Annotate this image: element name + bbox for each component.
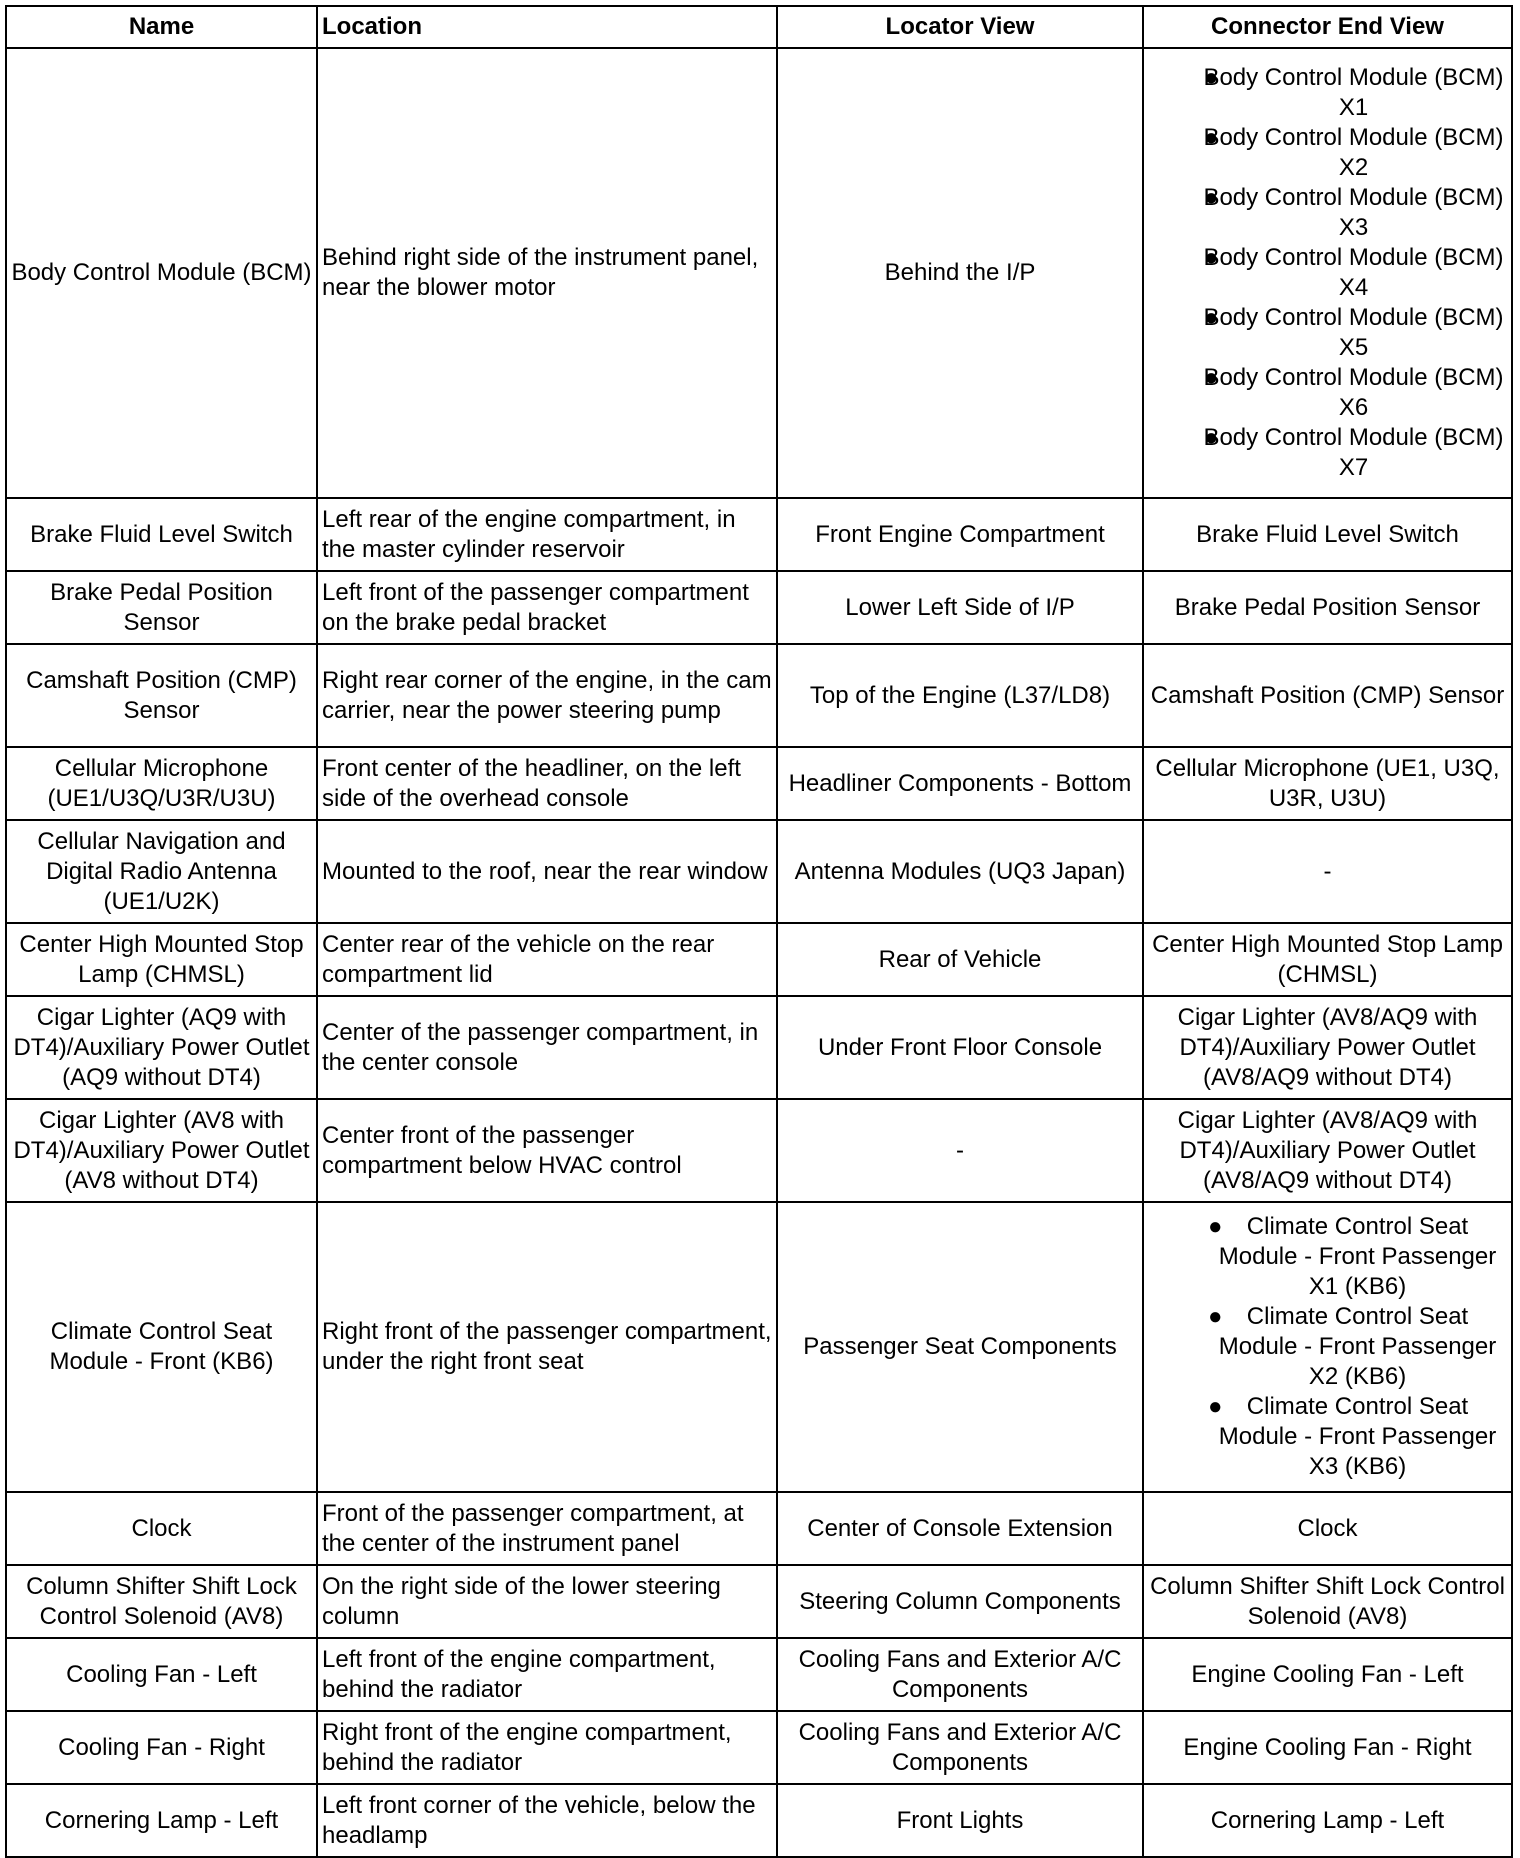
cell-name: Climate Control Seat Module - Front (KB6): [6, 1202, 317, 1492]
connector-list: [1148, 1212, 1507, 1482]
connector-item: ● Body Control Module (BCM) X7: [1148, 423, 1507, 483]
cell-name: Cigar Lighter (AQ9 with DT4)/Auxiliary Power Outlet (AQ9 without DT4): [6, 996, 317, 1099]
cell-connector-end-view: Center High Mounted Stop Lamp (CHMSL): [1143, 923, 1512, 996]
cell-locator-view: Steering Column Components: [777, 1565, 1143, 1638]
connector-item: ● Body Control Module (BCM) X5: [1148, 303, 1507, 363]
cell-connector-end-view: Engine Cooling Fan - Left: [1143, 1638, 1512, 1711]
cell-location: Right rear corner of the engine, in the cam carrier, near the power steering pump: [317, 644, 777, 747]
cell-name: Cellular Navigation and Digital Radio Antenna (UE1/U2K): [6, 820, 317, 923]
cell-name: Cooling Fan - Right: [6, 1711, 317, 1784]
header-locator-view: Locator View: [777, 6, 1143, 48]
table-row: [6, 996, 1512, 1099]
cell-connector-end-view: Clock: [1143, 1492, 1512, 1565]
cell-location: Left rear of the engine compartment, in the master cylinder reservoir: [317, 498, 777, 571]
cell-location: Right front of the passenger compartment, under the right front seat: [317, 1202, 777, 1492]
cell-locator-view: Antenna Modules (UQ3 Japan): [777, 820, 1143, 923]
cell-location: Left front of the engine compartment, behind the radiator: [317, 1638, 777, 1711]
header-connector-end-view: Connector End View: [1143, 6, 1512, 48]
connector-item: ● Body Control Module (BCM) X2: [1148, 123, 1507, 183]
cell-location: Left front of the passenger compartment on the brake pedal bracket: [317, 571, 777, 644]
table-row: [6, 1492, 1512, 1565]
cell-location: Front of the passenger compartment, at the center of the instrument panel: [317, 1492, 777, 1565]
table-row: [6, 923, 1512, 996]
cell-connector-end-view: [1143, 1202, 1512, 1492]
cell-name: Column Shifter Shift Lock Control Solenoid (AV8): [6, 1565, 317, 1638]
cell-connector-end-view: Cigar Lighter (AV8/AQ9 with DT4)/Auxiliary Power Outlet (AV8/AQ9 without DT4): [1143, 1099, 1512, 1202]
table-row: [6, 644, 1512, 747]
cell-locator-view: Behind the I/P: [777, 48, 1143, 498]
cell-connector-end-view: -: [1143, 820, 1512, 923]
table-row: [6, 1099, 1512, 1202]
table-row: [6, 1638, 1512, 1711]
component-locator-table: [5, 5, 1513, 1858]
table-row: [6, 820, 1512, 923]
cell-connector-end-view: Brake Pedal Position Sensor: [1143, 571, 1512, 644]
cell-name: Cigar Lighter (AV8 with DT4)/Auxiliary Power Outlet (AV8 without DT4): [6, 1099, 317, 1202]
cell-locator-view: Under Front Floor Console: [777, 996, 1143, 1099]
cell-locator-view: Rear of Vehicle: [777, 923, 1143, 996]
table-row: [6, 498, 1512, 571]
cell-connector-end-view: Cellular Microphone (UE1, U3Q, U3R, U3U): [1143, 747, 1512, 820]
cell-name: Cooling Fan - Left: [6, 1638, 317, 1711]
cell-connector-end-view: Brake Fluid Level Switch: [1143, 498, 1512, 571]
cell-location: Mounted to the roof, near the rear window: [317, 820, 777, 923]
table-row: [6, 1565, 1512, 1638]
cell-name: Clock: [6, 1492, 317, 1565]
table-row: [6, 1202, 1512, 1492]
cell-locator-view: Center of Console Extension: [777, 1492, 1143, 1565]
cell-location: Center of the passenger compartment, in the center console: [317, 996, 777, 1099]
cell-locator-view: Front Engine Compartment: [777, 498, 1143, 571]
cell-name: Cornering Lamp - Left: [6, 1784, 317, 1857]
cell-connector-end-view: Cornering Lamp - Left: [1143, 1784, 1512, 1857]
connector-item: ● Body Control Module (BCM) X4: [1148, 243, 1507, 303]
table-row: [6, 1784, 1512, 1857]
cell-location: Left front corner of the vehicle, below the headlamp: [317, 1784, 777, 1857]
cell-name: Brake Fluid Level Switch: [6, 498, 317, 571]
cell-locator-view: Cooling Fans and Exterior A/C Components: [777, 1638, 1143, 1711]
cell-locator-view: Cooling Fans and Exterior A/C Components: [777, 1711, 1143, 1784]
cell-locator-view: Passenger Seat Components: [777, 1202, 1143, 1492]
cell-connector-end-view: Engine Cooling Fan - Right: [1143, 1711, 1512, 1784]
cell-locator-view: Headliner Components - Bottom: [777, 747, 1143, 820]
cell-location: Center front of the passenger compartment below HVAC control: [317, 1099, 777, 1202]
cell-name: Camshaft Position (CMP) Sensor: [6, 644, 317, 747]
connector-item: ● Climate Control Seat Module - Front Passenger X1 (KB6): [1148, 1212, 1507, 1302]
cell-connector-end-view: Camshaft Position (CMP) Sensor: [1143, 644, 1512, 747]
cell-name: Cellular Microphone (UE1/U3Q/U3R/U3U): [6, 747, 317, 820]
cell-locator-view: -: [777, 1099, 1143, 1202]
cell-name: Center High Mounted Stop Lamp (CHMSL): [6, 923, 317, 996]
connector-item: ● Body Control Module (BCM) X3: [1148, 183, 1507, 243]
cell-location: Behind right side of the instrument panel, near the blower motor: [317, 48, 777, 498]
connector-item: ● Climate Control Seat Module - Front Passenger X2 (KB6): [1148, 1302, 1507, 1392]
cell-name: Body Control Module (BCM): [6, 48, 317, 498]
header-row: [6, 6, 1512, 48]
table-row: [6, 48, 1512, 498]
cell-locator-view: Lower Left Side of I/P: [777, 571, 1143, 644]
connector-item: ● Climate Control Seat Module - Front Passenger X3 (KB6): [1148, 1392, 1507, 1482]
connector-list: [1148, 63, 1507, 483]
header-name: Name: [6, 6, 317, 48]
cell-location: On the right side of the lower steering column: [317, 1565, 777, 1638]
connector-item: ● Body Control Module (BCM) X1: [1148, 63, 1507, 123]
cell-locator-view: Top of the Engine (L37/LD8): [777, 644, 1143, 747]
table-row: [6, 1711, 1512, 1784]
cell-location: Right front of the engine compartment, behind the radiator: [317, 1711, 777, 1784]
table-row: [6, 571, 1512, 644]
cell-location: Front center of the headliner, on the left side of the overhead console: [317, 747, 777, 820]
cell-name: Brake Pedal Position Sensor: [6, 571, 317, 644]
connector-item: ● Body Control Module (BCM) X6: [1148, 363, 1507, 423]
cell-locator-view: Front Lights: [777, 1784, 1143, 1857]
table-row: [6, 747, 1512, 820]
cell-connector-end-view: Column Shifter Shift Lock Control Solenoid (AV8): [1143, 1565, 1512, 1638]
header-location: Location: [317, 6, 777, 48]
cell-connector-end-view: [1143, 48, 1512, 498]
cell-connector-end-view: Cigar Lighter (AV8/AQ9 with DT4)/Auxiliary Power Outlet (AV8/AQ9 without DT4): [1143, 996, 1512, 1099]
cell-location: Center rear of the vehicle on the rear compartment lid: [317, 923, 777, 996]
